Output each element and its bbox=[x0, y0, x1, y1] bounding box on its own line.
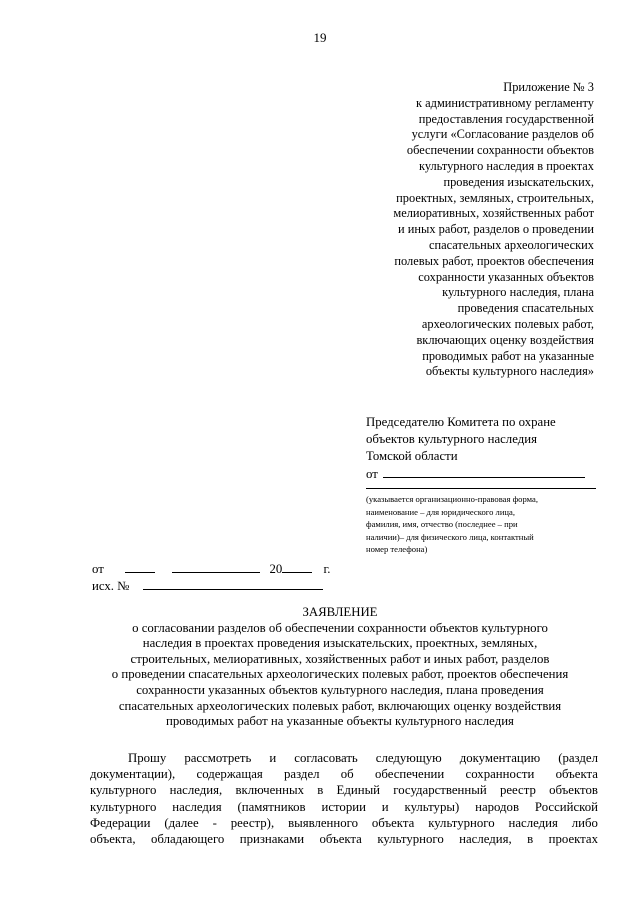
annex-line: культурного наследия в проектах bbox=[418, 158, 594, 173]
hint-line: (указывается организационно-правовая форма, bbox=[366, 494, 538, 504]
date-year-field[interactable] bbox=[282, 560, 312, 573]
annex-line: проведения изыскательских, bbox=[443, 174, 594, 189]
annex-line: обеспечении сохранности объектов bbox=[406, 143, 594, 158]
annex-line: мелиоративных, хозяйственных работ bbox=[393, 206, 594, 221]
request-paragraph bbox=[90, 750, 598, 847]
body-line: культурного наследия (памятников истории и культуры) народов Российской bbox=[90, 799, 598, 814]
outgoing-details bbox=[92, 560, 330, 594]
addressee-block bbox=[366, 414, 596, 483]
outgoing-ref-label: исх. № bbox=[92, 579, 130, 593]
statement-line: строительных, мелиоративных, хозяйственных работ и иных работ, разделов bbox=[130, 651, 550, 666]
annex-line: проведения спасательных bbox=[457, 301, 594, 316]
outgoing-number-field[interactable] bbox=[143, 577, 323, 590]
statement-line: о проведении спасательных археологических полевых работ, проектов обеспечения bbox=[111, 667, 569, 682]
annex-line: сохранности указанных объектов bbox=[418, 269, 594, 284]
date-day-field[interactable] bbox=[125, 560, 155, 573]
outgoing-from-label: от bbox=[92, 562, 104, 576]
annex-line: полевых работ, проектов обеспечения bbox=[394, 253, 594, 268]
hint-line: фамилия, имя, отчество (последнее – при bbox=[366, 519, 518, 530]
body-line: документации), содержащая раздел об обеспечении сохранности объекта bbox=[90, 767, 598, 782]
statement-title: ЗАЯВЛЕНИЕ bbox=[302, 605, 378, 619]
body-line: Прошу рассмотреть и согласовать следующую документацию (раздел bbox=[128, 751, 598, 765]
addressee-line: Томской области bbox=[366, 449, 458, 463]
statement-line: спасательных археологических полевых работ, включающих оценку воздействия bbox=[118, 698, 562, 713]
annex-line: включающих оценку воздействия bbox=[416, 332, 594, 347]
annex-line: предоставления государственной bbox=[418, 111, 594, 126]
body-line: культурного наследия, включенных в Единый государственный реестр объектов bbox=[90, 783, 598, 798]
annex-line: и иных работ, разделов о проведении bbox=[398, 222, 594, 237]
body-line: объекта, обладающего признаками объекта культурного наследия, в проектах bbox=[90, 832, 598, 847]
statement-line: о согласовании разделов об обеспечении сохранности объектов культурного bbox=[132, 620, 548, 635]
date-month-field[interactable] bbox=[172, 560, 260, 573]
annex-line: услуги «Согласование разделов об bbox=[411, 127, 594, 142]
addressee-from-label: от bbox=[366, 467, 378, 481]
annex-line: объекты культурного наследия» bbox=[425, 364, 594, 379]
annex-line: проектных, земляных, строительных, bbox=[396, 190, 594, 205]
year-prefix: 20 bbox=[269, 562, 283, 576]
annex-line: проводимых работ на указанные bbox=[422, 348, 594, 363]
body-line: Федерации (далее - реестр), выявленного объекта культурного наследия либо bbox=[90, 815, 598, 830]
annex-line: археологических полевых работ, bbox=[421, 316, 594, 331]
outgoing-ref-row bbox=[92, 577, 330, 594]
statement-line: сохранности указанных объектов культурного наследия, плана проведения bbox=[136, 682, 544, 697]
statement-line: наследия в проектах проведения изыскательских, проектных, земляных, bbox=[142, 636, 538, 651]
applicant-name-field[interactable] bbox=[383, 465, 585, 478]
addressee-line: объектов культурного наследия bbox=[366, 432, 537, 446]
addressee-from-row bbox=[366, 465, 596, 483]
page-number: 19 bbox=[313, 30, 327, 45]
annex-line: спасательных археологических bbox=[428, 237, 594, 252]
annex-line: Приложение № 3 bbox=[503, 80, 594, 94]
applicant-hint bbox=[366, 488, 596, 556]
hint-line: наличии)– для физического лица, контактный bbox=[366, 531, 534, 542]
statement-line: проводимых работ на указанные объекты культурного наследия bbox=[166, 714, 514, 729]
annex-line: к административному регламенту bbox=[416, 95, 594, 110]
annex-header bbox=[330, 80, 594, 380]
hint-line: номер телефона) bbox=[366, 544, 428, 555]
addressee-line: Председателю Комитета по охране bbox=[366, 415, 556, 429]
annex-line: культурного наследия, плана bbox=[442, 285, 594, 300]
year-suffix: г. bbox=[323, 562, 331, 576]
statement-heading bbox=[80, 605, 600, 730]
outgoing-date-row bbox=[92, 560, 330, 577]
hint-line: наименование – для юридического лица, bbox=[366, 506, 515, 517]
